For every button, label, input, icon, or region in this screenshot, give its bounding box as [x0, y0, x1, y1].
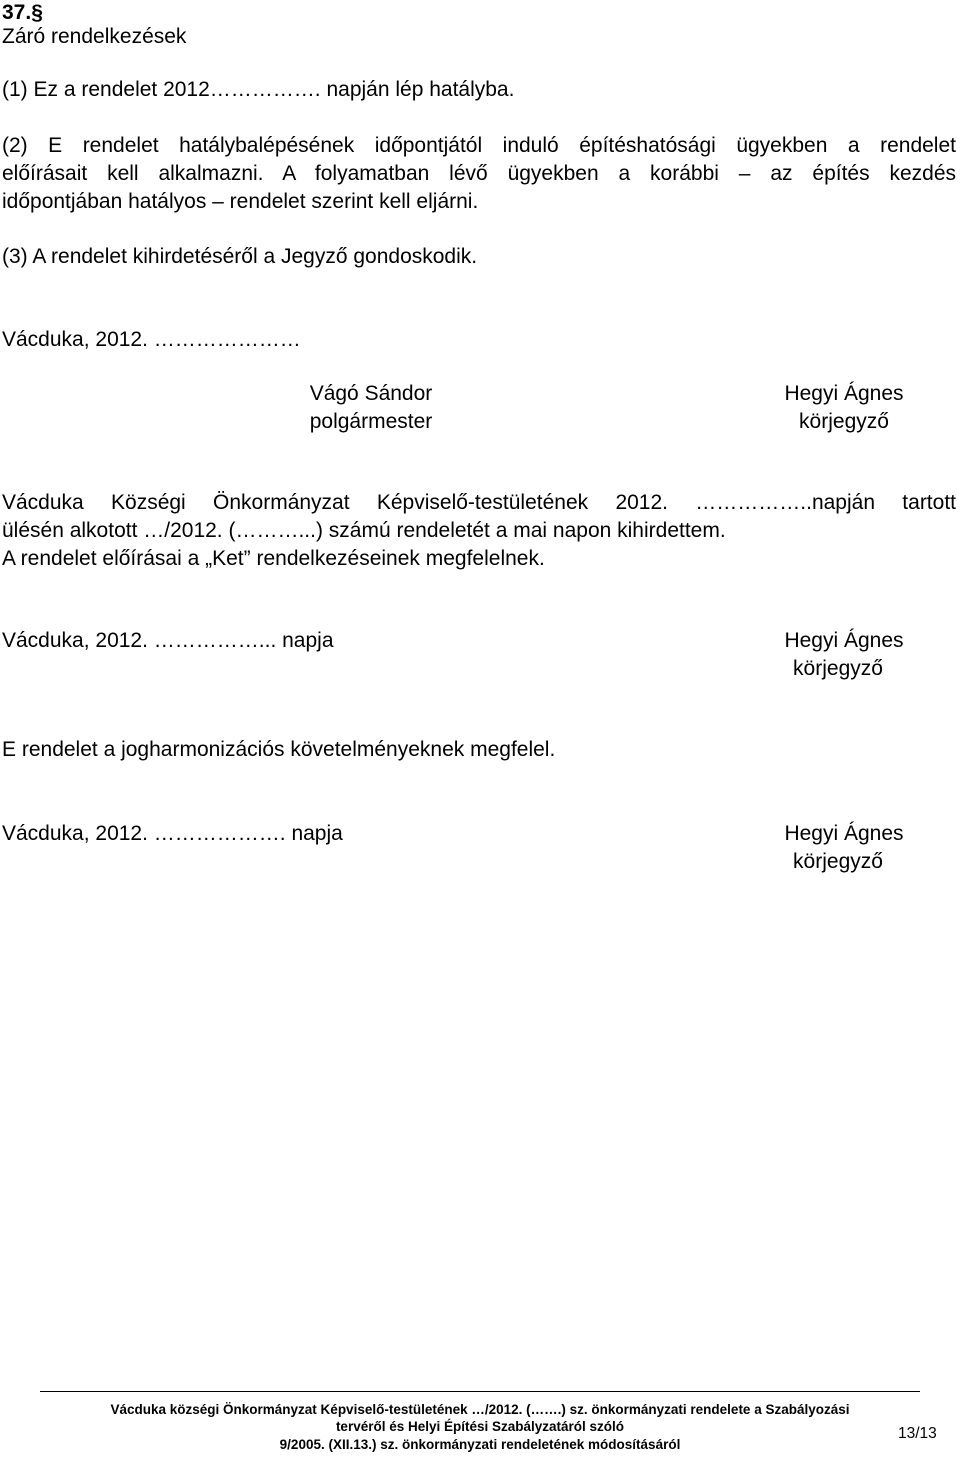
promulgation-line-1: Vácduka Községi Önkormányzat Képviselő-testületének 2012. ……………..napján tartott [2, 491, 956, 514]
harmonization-clerk-name: Hegyi Ágnes [784, 822, 904, 845]
harmonization-date: Vácduka, 2012. ………………. napja [2, 822, 343, 845]
mayor-name: Vágó Sándor [309, 382, 433, 405]
promulgation-clerk-name: Hegyi Ágnes [784, 629, 904, 652]
clerk-name: Hegyi Ágnes [784, 382, 904, 405]
harmonization-text: E rendelet a jogharmonizációs követelményeknek megfelel. [2, 738, 556, 761]
paragraph-2-line-1: (2) E rendelet hatálybalépésének időpontjától induló építéshatósági ügyekben a rendelet [2, 134, 956, 157]
paragraph-2-line-3: időpontjában hatályos – rendelet szerint kell eljárni. [2, 190, 479, 213]
promulgation-clerk-title: körjegyző [793, 657, 883, 680]
page-number: 13/13 [898, 1425, 937, 1442]
signing-date: Vácduka, 2012. ………………… [2, 328, 301, 351]
clerk-title: körjegyző [799, 410, 889, 433]
promulgation-date: Vácduka, 2012. ……………... napja [2, 629, 334, 652]
paragraph-2-line-2: előírásait kell alkalmazni. A folyamatban lévő ügyekben a korábbi – az építés kezdés [2, 162, 956, 185]
promulgation-line-2: ülésén alkotott …/2012. (………...) számú rendeletét a mai napon kihirdettem. [2, 519, 726, 542]
footer-divider [40, 1391, 920, 1392]
section-number: 37.§ [2, 1, 43, 24]
section-title: Záró rendelkezések [2, 25, 187, 48]
footer-line-1: Vácduka községi Önkormányzat Képviselő-testületének …/2012. (…….) sz. önkormányzati rendelete a Szabályozási [110, 1402, 850, 1417]
promulgation-line-3: A rendelet előírásai a „Ket” rendelkezéseinek megfelelnek. [2, 547, 545, 570]
footer-line-2: tervéről és Helyi Építési Szabályzatáról szóló [335, 1419, 625, 1434]
harmonization-clerk-title: körjegyző [793, 850, 883, 873]
mayor-title: polgármester [309, 410, 433, 433]
paragraph-1: (1) Ez a rendelet 2012……………. napján lép hatályba. [2, 78, 515, 101]
paragraph-3: (3) A rendelet kihirdetéséről a Jegyző gondoskodik. [2, 245, 478, 268]
footer-line-3: 9/2005. (XII.13.) sz. önkormányzati rendeletének módosításáról [279, 1437, 681, 1452]
